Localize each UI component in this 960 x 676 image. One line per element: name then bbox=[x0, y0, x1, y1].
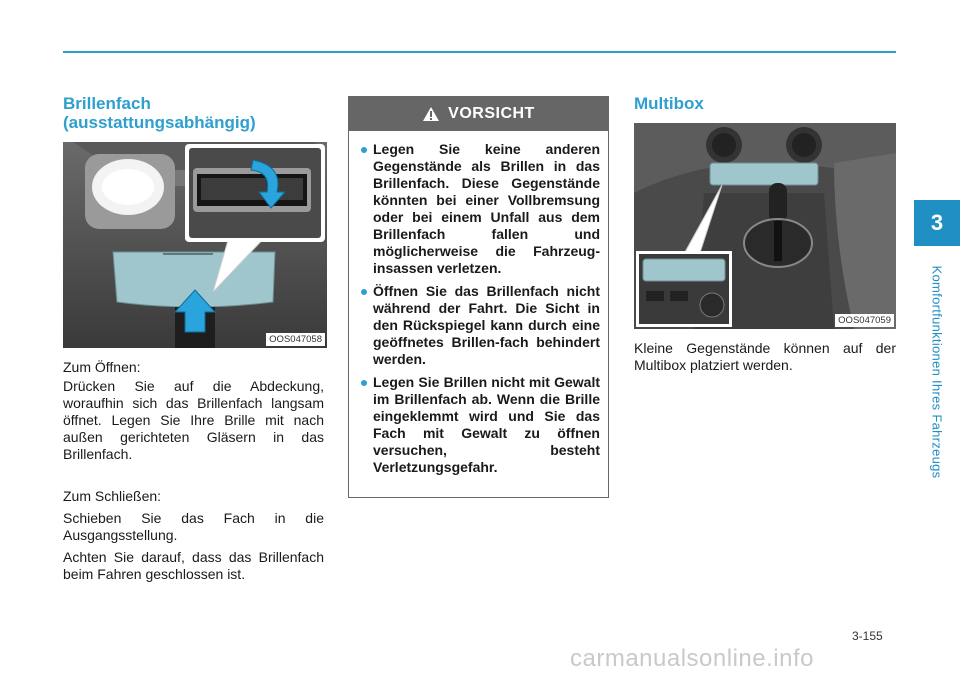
warning-triangle-icon bbox=[422, 106, 440, 122]
caution-list bbox=[349, 131, 608, 476]
caution-title: VORSICHT bbox=[448, 105, 535, 122]
caution-item: Legen Sie Brillen nicht mit Gewalt im Brillenfach ab. Wenn die Brille eingeklemmt wird und Sie das Fach mit Gewalt zu öffnen versuchen, besteht Verletzungsgefahr. bbox=[361, 374, 600, 476]
caution-box bbox=[348, 96, 609, 498]
caution-header bbox=[349, 97, 608, 131]
sunglass-holder-illustration bbox=[63, 142, 327, 348]
multibox-illustration bbox=[634, 123, 896, 329]
page-number: 3-155 bbox=[852, 629, 883, 643]
caution-item: Legen Sie keine anderen Gegenstände als Brillen in das Brillenfach. Diese Gegenstände könnten bei einer Vollbremsung oder bei einem Unfall aus dem Brillenfach fallen und möglicherweise die Fahrzeug-insassen verletzen. bbox=[361, 141, 600, 277]
section-heading-brillenfach: Brillenfach (ausstattungsabhängig) bbox=[63, 94, 256, 132]
paragraph-close-instructions: Schieben Sie das Fach in die Ausgangsstellung. bbox=[63, 510, 324, 543]
paragraph-close-label: Zum Schließen: bbox=[63, 488, 162, 504]
figure-code: OOS047058 bbox=[266, 333, 325, 346]
paragraph-open-instructions: Drücken Sie auf die Abdeckung, woraufhin sich das Brillenfach langsam öffnet. Legen Sie Ihre Brille mit nach außen gerichteten Gläsern in das Brillenfach. bbox=[63, 378, 324, 462]
figure-multibox bbox=[634, 123, 896, 329]
chapter-number-tab: 3 bbox=[914, 200, 960, 246]
caution-item: Öffnen Sie das Brillenfach nicht während der Fahrt. Die Sicht in den Rückspiegel kann durch eine geöffnetes Brillen-fach behindert werden. bbox=[361, 283, 600, 368]
paragraph-close-note: Achten Sie darauf, dass das Brillenfach beim Fahren geschlossen ist. bbox=[63, 549, 324, 582]
paragraph-multibox: Kleine Gegenstände können auf der Multibox platziert werden. bbox=[634, 340, 896, 373]
figure-code: OOS047059 bbox=[835, 314, 894, 327]
watermark: carmanualsonline.info bbox=[570, 645, 814, 672]
figure-sunglass-holder bbox=[63, 142, 327, 348]
section-heading-multibox: Multibox bbox=[634, 94, 704, 113]
paragraph-open-label: Zum Öffnen: bbox=[63, 359, 141, 375]
top-rule bbox=[63, 51, 896, 53]
